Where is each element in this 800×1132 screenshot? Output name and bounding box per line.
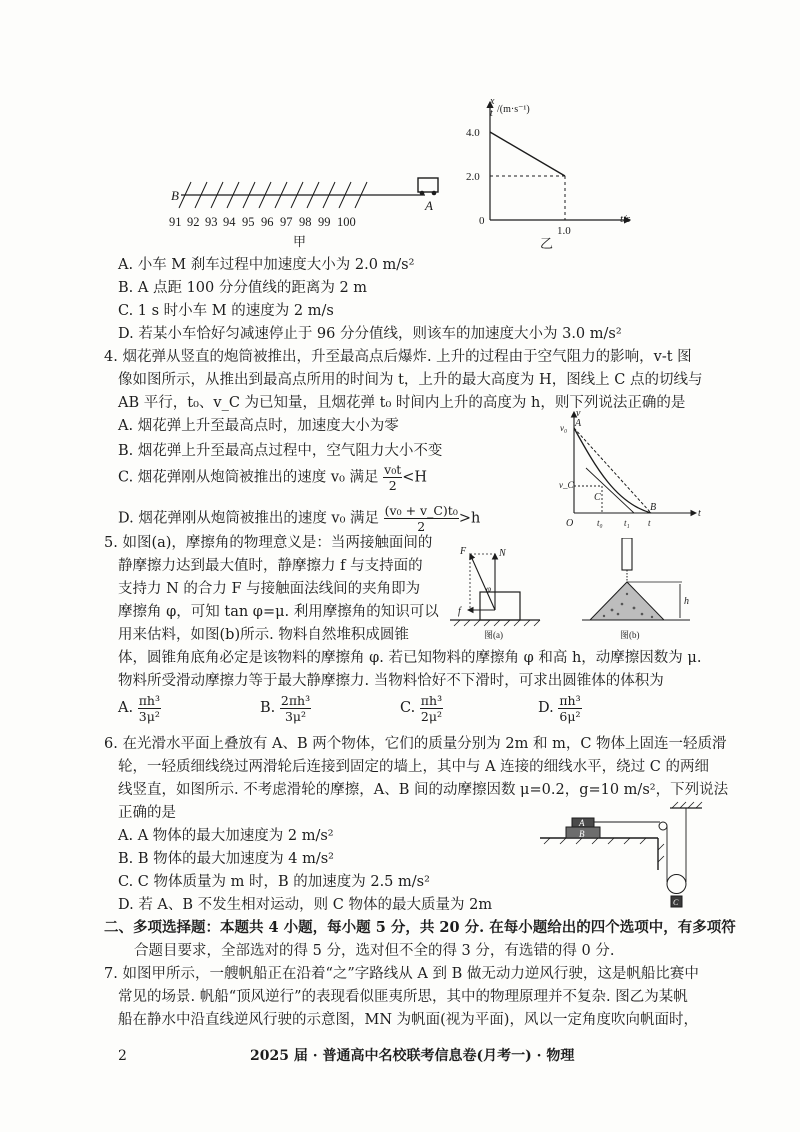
q6-stem-line2: 轮，一轻质细线绕过两滑轮后连接到固定的墙上，其中与 A 连接的细线水平，绕过 C 的两细 <box>118 759 709 775</box>
q5-stem-line4: 摩擦角 φ，可知 tan φ=μ. 利用摩擦角的知识可以 <box>118 604 439 620</box>
mark-label: 97 <box>280 215 293 229</box>
pulley-fixed <box>659 822 667 830</box>
label-n: N <box>499 548 506 559</box>
fraction-num: v₀t <box>384 462 402 477</box>
fraction-den: 3μ² <box>284 708 307 724</box>
t1-label: t₁ <box>624 518 630 528</box>
q4-option-b: B. 烟花弹上升至最高点过程中，空气阻力大小不变 <box>118 443 443 459</box>
ground-hatch <box>454 620 540 626</box>
series-line <box>490 132 565 176</box>
q7-stem-line3: 船在静水中沿直线逆风行驶的示意图，MN 为帆面(视为平面)，风以一定角度吹向帆面时， <box>118 1012 698 1028</box>
point-b-label: B <box>650 502 657 513</box>
q4-option-c <box>118 462 427 493</box>
mark-label: 96 <box>261 215 274 229</box>
fraction <box>280 693 311 724</box>
q6-stem-line4: 正确的是 <box>118 805 176 821</box>
q5-stem-line7: 物料所受滑动摩擦力等于最大静摩擦力. 当物料恰好不下滑时，可求出圆锥体的体积为 <box>118 673 664 689</box>
tangent-c <box>586 468 634 513</box>
vc-label: v_C <box>559 480 574 490</box>
v0-label: v₀ <box>560 423 568 433</box>
origin-label: O <box>566 518 574 529</box>
point-c-label: C <box>594 492 601 503</box>
q4-stem-line3: AB 平行，t₀、v_C 为已知量，且烟花弹 t₀ 时间内上升的高度为 h，则下列说法正确的是 <box>118 395 686 411</box>
fraction-num: πh³ <box>420 692 443 708</box>
fraction <box>138 693 161 724</box>
section2-header-line2: 合题目要求，全部选对的得 5 分，选对但不全的得 3 分，有选错的得 0 分. <box>134 943 615 959</box>
label-h: h <box>684 596 689 607</box>
q4-option-a: A. 烟花弹上升至最高点时，加速度大小为零 <box>118 418 399 434</box>
y-tick-label: 2.0 <box>466 171 480 183</box>
fraction-num: 2πh³ <box>280 692 311 708</box>
q4-vt-graph <box>556 408 706 533</box>
fraction-den: 2 <box>388 478 397 493</box>
fraction <box>558 693 581 724</box>
q5-options <box>118 690 678 726</box>
q5-figure-b <box>582 538 702 640</box>
fraction-den: 2 <box>417 519 426 534</box>
q5-figure-a <box>450 540 550 640</box>
figure-b-caption: 图(b) <box>620 630 640 640</box>
q4-option-c-post: <H <box>402 469 428 486</box>
y-axis-unit: /(m·s⁻¹) <box>497 104 530 115</box>
fraction-num: πh³ <box>138 692 160 708</box>
figure-a-caption: 图(a) <box>484 630 503 640</box>
q4-option-d-post: >h <box>458 510 481 527</box>
footer-title: 2025 届 · 普通高中名校联考信息卷(月考一) · 物理 <box>250 1048 575 1064</box>
q6-option-c: C. C 物体质量为 m 时，B 的加速度为 2.5 m/s² <box>118 874 430 890</box>
x-tick-label: 1.0 <box>557 225 571 237</box>
fraction <box>383 462 402 493</box>
mark-label: 93 <box>205 215 218 229</box>
option-label: B. <box>260 700 276 716</box>
q6-stem-line3: 线竖直，如图所示. 不考虑滑轮的摩擦，A、B 间的动摩擦因数 μ=0.2，g=10 m/s²，下列说法 <box>118 782 729 798</box>
q5-stem-line6: 体，圆锥角底角必定是该物料的摩擦角 φ. 若已知物料的摩擦角 φ 和高 h，动摩擦因数为 μ. <box>118 650 702 666</box>
q3-option-c: C. 1 s 时小车 M 的速度为 2 m/s <box>118 303 334 319</box>
mark-label: 94 <box>223 215 236 229</box>
mark-label: 99 <box>318 215 331 229</box>
q6-figure <box>530 800 710 910</box>
chord-ab <box>574 428 651 513</box>
q5-option-c <box>400 690 443 726</box>
fraction-num: (v₀ + v_C)t₀ <box>384 503 458 518</box>
q4-option-d <box>118 503 480 534</box>
figure-jia <box>165 160 465 250</box>
chart-yi-caption: 乙 <box>540 236 554 251</box>
x-axis-label: t/s <box>620 213 631 225</box>
label-f-cap: F <box>460 546 467 557</box>
pulley-moving <box>667 875 686 894</box>
table-hatch <box>544 838 664 862</box>
q3-option-d: D. 若某小车恰好匀减速停止于 96 分分值线，则该车的加速度大小为 3.0 m/s² <box>118 326 622 342</box>
fraction-den: 3μ² <box>138 708 160 724</box>
ceiling-hatch <box>672 802 702 808</box>
track-mark-labels <box>169 215 356 229</box>
page-number: 2 <box>118 1048 127 1064</box>
q7-stem-line1: 7. 如图甲所示，一艘帆船正在沿着“之”字路线从 A 到 B 做无动力逆风行驶，这是帆船比赛中 <box>104 966 699 982</box>
label-a: A <box>425 198 433 213</box>
label-b: B <box>171 188 179 203</box>
fraction-num: πh³ <box>559 692 581 708</box>
q4-option-c-text: C. 烟花弹刚从炮筒被推出的速度 v₀ 满足 <box>118 469 379 486</box>
t0-label: t₀ <box>597 518 603 528</box>
fraction <box>420 693 443 724</box>
point-a-label: A <box>575 418 582 429</box>
mark-label: 91 <box>169 215 182 229</box>
figure-jia-caption: 甲 <box>293 234 307 249</box>
option-label: C. <box>400 700 416 716</box>
q5-stem-line1: 5. 如图(a)，摩擦角的物理意义是：当两接触面间的 <box>104 535 433 551</box>
q4-option-d-text: D. 烟花弹刚从炮筒被推出的速度 v₀ 满足 <box>118 510 380 527</box>
material-cone <box>590 582 664 620</box>
label-phi: φ <box>486 584 491 594</box>
fraction-den: 2μ² <box>420 708 442 724</box>
force-f-arrow <box>470 554 495 610</box>
car-icon <box>418 178 438 195</box>
section2-header-line1: 二、多项选择题：本题共 4 小题，每小题 5 分，共 20 分. 在每小题给出的四个选项中，有多项符 <box>104 919 736 936</box>
origin-label: 0 <box>479 215 485 227</box>
q3-option-a: A. 小车 M 刹车过程中加速度大小为 2.0 m/s² <box>118 257 415 273</box>
label-f: f <box>458 606 461 617</box>
q6-stem-line1: 6. 在光滑水平面上叠放有 A、B 两个物体，它们的质量分别为 2m 和 m，C 物体上固连一轻质滑 <box>104 736 727 752</box>
option-label: A. <box>118 700 134 716</box>
q6-option-a: A. A 物体的最大加速度为 2 m/s² <box>118 828 334 844</box>
q6-option-d: D. 若 A、B 不发生相对运动，则 C 物体的最大质量为 2m <box>118 897 493 913</box>
q7-stem-line2: 常见的场景. 帆船“顶风逆行”的表现看似匪夷所思，其中的物理原理并不复杂. 图乙为某帆 <box>118 989 688 1005</box>
q5-option-b <box>260 690 311 726</box>
fraction <box>384 503 459 534</box>
q5-stem-line2: 静摩擦力达到最大值时，静摩擦力 f 与支持面的 <box>118 558 423 574</box>
block <box>480 592 520 620</box>
label-b: B <box>579 829 585 839</box>
t-axis-label: t <box>698 508 701 519</box>
q5-stem-line3: 支持力 N 的合力 F 与接触面法线间的夹角即为 <box>118 581 421 597</box>
q5-option-a <box>118 690 161 726</box>
y-axis-label-bottom: t <box>490 108 493 119</box>
mark-label: 95 <box>242 215 255 229</box>
q5-option-d <box>538 690 582 726</box>
label-a: A <box>579 818 585 828</box>
label-c: C <box>673 898 679 907</box>
fraction-den: 6μ² <box>559 708 581 724</box>
option-label: D. <box>538 700 554 716</box>
chute <box>622 538 632 570</box>
t-label: t <box>648 518 651 528</box>
mark-label: 92 <box>187 215 200 229</box>
q5-stem-line5: 用来估料，如图(b)所示. 物料自然堆积成圆锥 <box>118 627 409 643</box>
y-axis-label-top: x <box>490 96 495 107</box>
chart-yi <box>460 92 650 252</box>
v-axis-label: v <box>576 408 581 419</box>
q6-option-b: B. B 物体的最大加速度为 4 m/s² <box>118 851 334 867</box>
q4-stem-line1: 4. 烟花弹从竖直的炮筒被推出，升至最高点后爆炸. 上升的过程由于空气阻力的影响，v-t 图 <box>104 349 692 365</box>
mark-label: 100 <box>337 215 356 229</box>
q3-option-b: B. A 点距 100 分分值线的距离为 2 m <box>118 280 368 296</box>
mark-label: 98 <box>299 215 312 229</box>
q4-stem-line2: 像如图所示，从推出到最高点所用的时间为 t，上升的最大高度为 H，图线上 C 点的切线与 <box>118 372 703 388</box>
y-tick-label: 4.0 <box>466 127 480 139</box>
